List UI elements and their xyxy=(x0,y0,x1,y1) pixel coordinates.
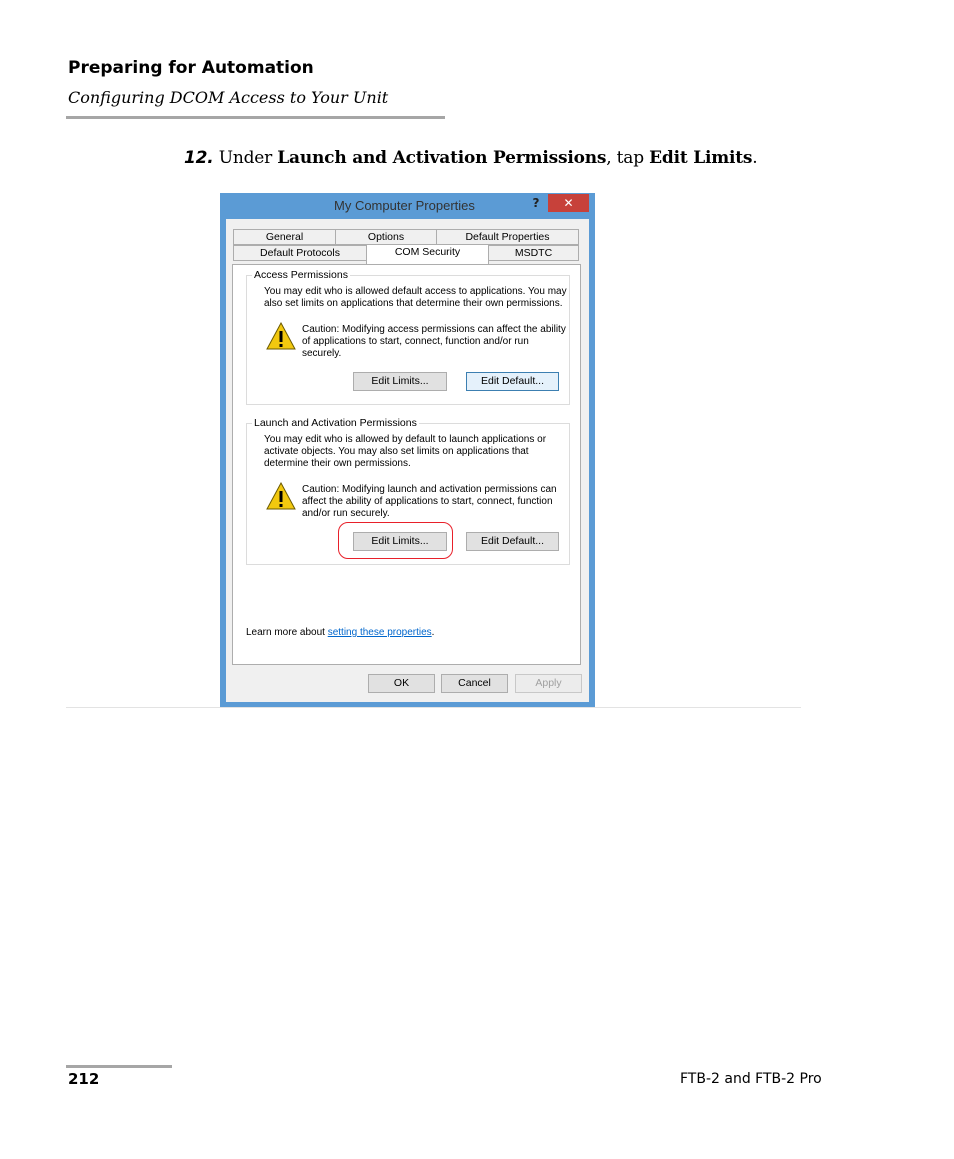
learn-more-text xyxy=(246,627,434,639)
page-number: 212 xyxy=(68,1070,100,1088)
access-description-line-2: also set limits on applications that determine their own permissions. xyxy=(264,298,563,309)
access-description-line-1: You may edit who is allowed default access to applications. You may xyxy=(264,286,567,297)
footer-rule xyxy=(66,1065,172,1068)
chapter-title: Preparing for Automation xyxy=(68,58,314,78)
launch-edit-default-button[interactable]: Edit Default... xyxy=(466,532,559,551)
launch-caution-line-1: Caution: Modifying launch and activation permissions can xyxy=(302,484,557,495)
launch-permissions-label: Launch and Activation Permissions xyxy=(254,417,417,429)
warning-icon xyxy=(266,482,296,510)
launch-caution-line-2: affect the ability of applications to start, connect, function xyxy=(302,496,553,507)
cancel-button[interactable]: Cancel xyxy=(441,674,508,693)
tab-msdtc[interactable]: MSDTC xyxy=(488,245,579,261)
apply-button[interactable]: Apply xyxy=(515,674,582,693)
launch-caution-line-3: and/or run securely. xyxy=(302,508,390,519)
help-button[interactable]: ? xyxy=(532,196,540,210)
learn-more-suffix: . xyxy=(431,627,435,638)
header-rule xyxy=(66,116,445,119)
access-permissions-label: Access Permissions xyxy=(254,269,348,281)
product-name: FTB-2 and FTB-2 Pro xyxy=(680,1071,822,1087)
step-instruction xyxy=(184,148,758,168)
step-text-before: Under xyxy=(213,148,278,168)
dialog-title: My Computer Properties xyxy=(334,198,475,213)
access-edit-default-button[interactable]: Edit Default... xyxy=(466,372,559,391)
setting-properties-link[interactable]: setting these properties xyxy=(327,627,432,638)
access-caution-line-2: of applications to start, connect, function and/or run xyxy=(302,336,529,347)
launch-description-line-2: activate objects. You may also set limits on applications that xyxy=(264,446,529,457)
launch-description-line-1: You may edit who is allowed by default to launch applications or xyxy=(264,434,547,445)
tab-com-security[interactable]: COM Security xyxy=(366,244,489,264)
learn-more-prefix: Learn more about xyxy=(246,627,328,638)
figure-separator xyxy=(66,707,801,708)
tab-options[interactable]: Options xyxy=(335,229,437,245)
warning-icon xyxy=(266,322,296,350)
dialog-client-area xyxy=(226,219,589,702)
edit-limits-highlight-circle xyxy=(338,522,453,559)
tab-default-properties[interactable]: Default Properties xyxy=(436,229,579,245)
section-title: Configuring DCOM Access to Your Unit xyxy=(68,88,389,107)
step-text-middle: , tap xyxy=(606,148,650,168)
launch-edit-limits-button[interactable]: Edit Limits... xyxy=(353,532,447,551)
com-security-panel xyxy=(232,264,581,665)
access-edit-limits-button[interactable]: Edit Limits... xyxy=(353,372,447,391)
dialog-title-bar[interactable] xyxy=(220,193,595,219)
my-computer-properties-dialog xyxy=(220,193,595,707)
tab-default-protocols[interactable]: Default Protocols xyxy=(233,245,367,261)
ok-button[interactable]: OK xyxy=(368,674,435,693)
access-caution-line-3: securely. xyxy=(302,348,342,359)
tab-general[interactable]: General xyxy=(233,229,336,245)
step-text-after: . xyxy=(752,148,758,168)
launch-description-line-3: determine their own permissions. xyxy=(264,458,411,469)
step-number: 12. xyxy=(184,148,214,168)
step-bold-launch: Launch and Activation Permissions xyxy=(277,148,607,168)
close-button[interactable]: ✕ xyxy=(548,194,589,212)
access-caution-line-1: Caution: Modifying access permissions can affect the ability xyxy=(302,324,566,335)
step-bold-edit-limits: Edit Limits xyxy=(649,148,753,168)
